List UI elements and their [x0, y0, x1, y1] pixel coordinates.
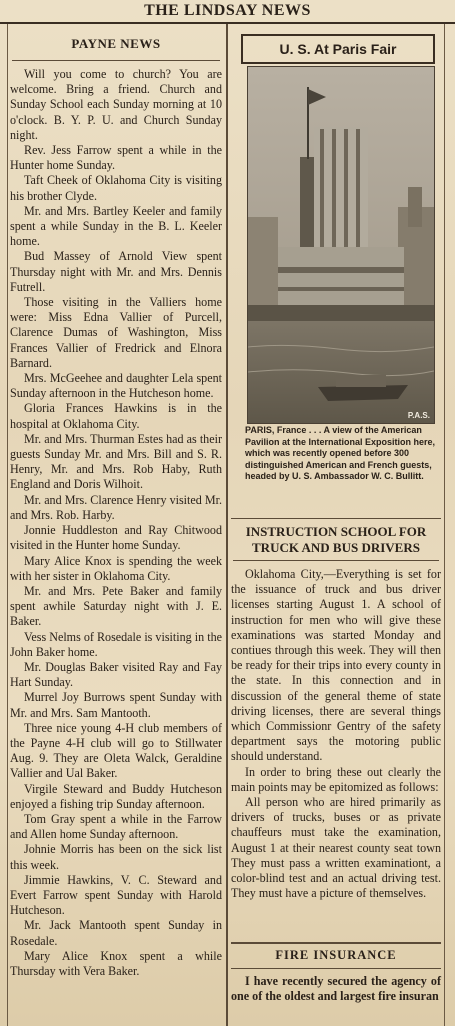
- right-edge-rule: [444, 24, 445, 1026]
- news-paragraph: Mr. and Mrs. Bartley Keeler and family spent a while Sunday in the B. L. Keeler home.: [10, 203, 222, 249]
- payne-news-rule: [12, 60, 220, 61]
- news-paragraph: Taft Cheek of Oklahoma City is visiting his brother Clyde.: [10, 173, 222, 203]
- left-edge-rule: [7, 24, 8, 1026]
- news-paragraph: Gloria Frances Hawkins is in the hospital at Oklahoma City.: [10, 401, 222, 431]
- news-paragraph: Mr. Douglas Baker visited Ray and Fay Hart Sunday.: [10, 659, 222, 690]
- instruction-rule: [233, 560, 439, 561]
- fire-insurance-body: [231, 974, 441, 1004]
- news-paragraph: Virgile Steward and Buddy Hutcheson enjoyed a fishing trip Sunday afternoon.: [10, 781, 222, 811]
- news-paragraph: Mr. and Mrs. Pete Baker and family spent awhile Saturday night with J. E. Baker.: [10, 583, 222, 629]
- newspaper-masthead: THE LINDSAY NEWS: [144, 2, 311, 19]
- instruction-article-body: [231, 567, 441, 901]
- news-paragraph: Mary Alice Knox is spending the week with her sister in Oklahoma City.: [10, 553, 222, 583]
- news-paragraph: Will you come to church? You are welcome. Bring a friend. Church and Sunday School each Sunday morning at 10 o'clock. B. Y. P. U. and Church Sunday night.: [10, 67, 222, 142]
- photo-caption: PARIS, France . . . A view of the American Pavilion at the International Exposition here, which was recently opened before 300 distinguished American and French guests, headed by U. S. Ambassador W. C. Bullitt.: [245, 425, 436, 481]
- instruction-school-heading: INSTRUCTION SCHOOL FOR TRUCK AND BUS DRIVERS: [245, 524, 427, 555]
- news-paragraph: Jimmie Hawkins, V. C. Steward and Evert Farrow spent Sunday with Harold Hutcheson.: [10, 872, 222, 918]
- news-paragraph: Oklahoma City,—Everything is set for the issuance of truck and bus driver licenses starting August 1. A school of instruction for men who will give these examinations was started Monday and contiues through this week. They will then be ready for their trips into every county in the state. In this connection and in discussion of the general theme of state driving licenses, there are several things which Commissionr Gentry of the safety department says the motoring public should understand.: [231, 567, 441, 764]
- payne-news-column: [10, 30, 222, 979]
- news-paragraph: Mr. and Mrs. Clarence Henry visited Mr. and Mrs. Rob. Harby.: [10, 492, 222, 522]
- news-paragraph: Mr. and Mrs. Thurman Estes had as their guests Sunday Mr. and Mrs. Bill and S. R. Henry, Mr. and Mrs. Rob Haby, Ruth England and Doris Wilhoit.: [10, 431, 222, 492]
- paris-fair-title: U. S. At Paris Fair: [241, 34, 435, 64]
- fire-insurance-text: I have recently secured the agency of one of the oldest and largest fire insuran: [231, 974, 441, 1004]
- news-paragraph: Mrs. McGeehee and daughter Lela spent Sunday afternoon in the Hutcheson home.: [10, 371, 222, 401]
- fire-insurance-top-rule: [231, 942, 441, 944]
- news-paragraph: Tom Gray spent a while in the Farrow and Allen home Sunday afternoon.: [10, 811, 222, 842]
- news-paragraph: Bud Massey of Arnold View spent Thursday night with Mr. and Mrs. Dennis Futrell.: [10, 249, 222, 294]
- news-paragraph: Rev. Jess Farrow spent a while in the Hunter home Sunday.: [10, 143, 222, 173]
- news-paragraph: All person who are hired primarily as drivers of trucks, buses or as private chauffeurs must take the examination, August 1 at their nearest county seat town They must pass a written examinationt, a color-blind test and an actual driving test. They must have a picture of themselves.: [231, 795, 441, 901]
- news-paragraph: Murrel Joy Burrows spent Sunday with Mr. and Mrs. Sam Mantooth.: [10, 690, 222, 720]
- news-paragraph: Those visiting in the Valliers home were: Miss Edna Vallier of Purcell, Clarence Dumas of Washington, Miss Frances Vallier of Fredrick and Elnora Barnard.: [10, 295, 222, 370]
- news-paragraph: Mr. Jack Mantooth spent Sunday in Rosedale.: [10, 918, 222, 948]
- photo-credit: P.A.S.: [407, 411, 430, 420]
- column-divider: [226, 24, 228, 1026]
- news-paragraph: In order to bring these out clearly the main points may be epitomized as follows:: [231, 764, 441, 794]
- news-paragraph: Three nice young 4-H club members of the Payne 4-H club will go to Stillwater Aug. 9. They are Oleta Walck, Geraldine Vallier and Ual Baker.: [10, 720, 222, 781]
- pavilion-photo-image: [248, 67, 434, 423]
- payne-news-items: [10, 67, 222, 979]
- fire-insurance-heading: FIRE INSURANCE: [275, 948, 397, 962]
- news-paragraph: Vess Nelms of Rosedale is visiting in the John Baker home.: [10, 629, 222, 659]
- news-paragraph: Johnie Morris has been on the sick list this week.: [10, 842, 222, 872]
- payne-news-heading: PAYNE NEWS: [71, 36, 161, 51]
- american-pavilion-photo: [247, 66, 435, 424]
- news-paragraph: Jonnie Huddleston and Ray Chitwood visited in the Hunter home Sunday.: [10, 523, 222, 553]
- news-paragraph: Mary Alice Knox spent a while Thursday with Vera Baker.: [10, 948, 222, 978]
- fire-insurance-rule: [231, 968, 441, 969]
- caption-rule: [231, 518, 441, 519]
